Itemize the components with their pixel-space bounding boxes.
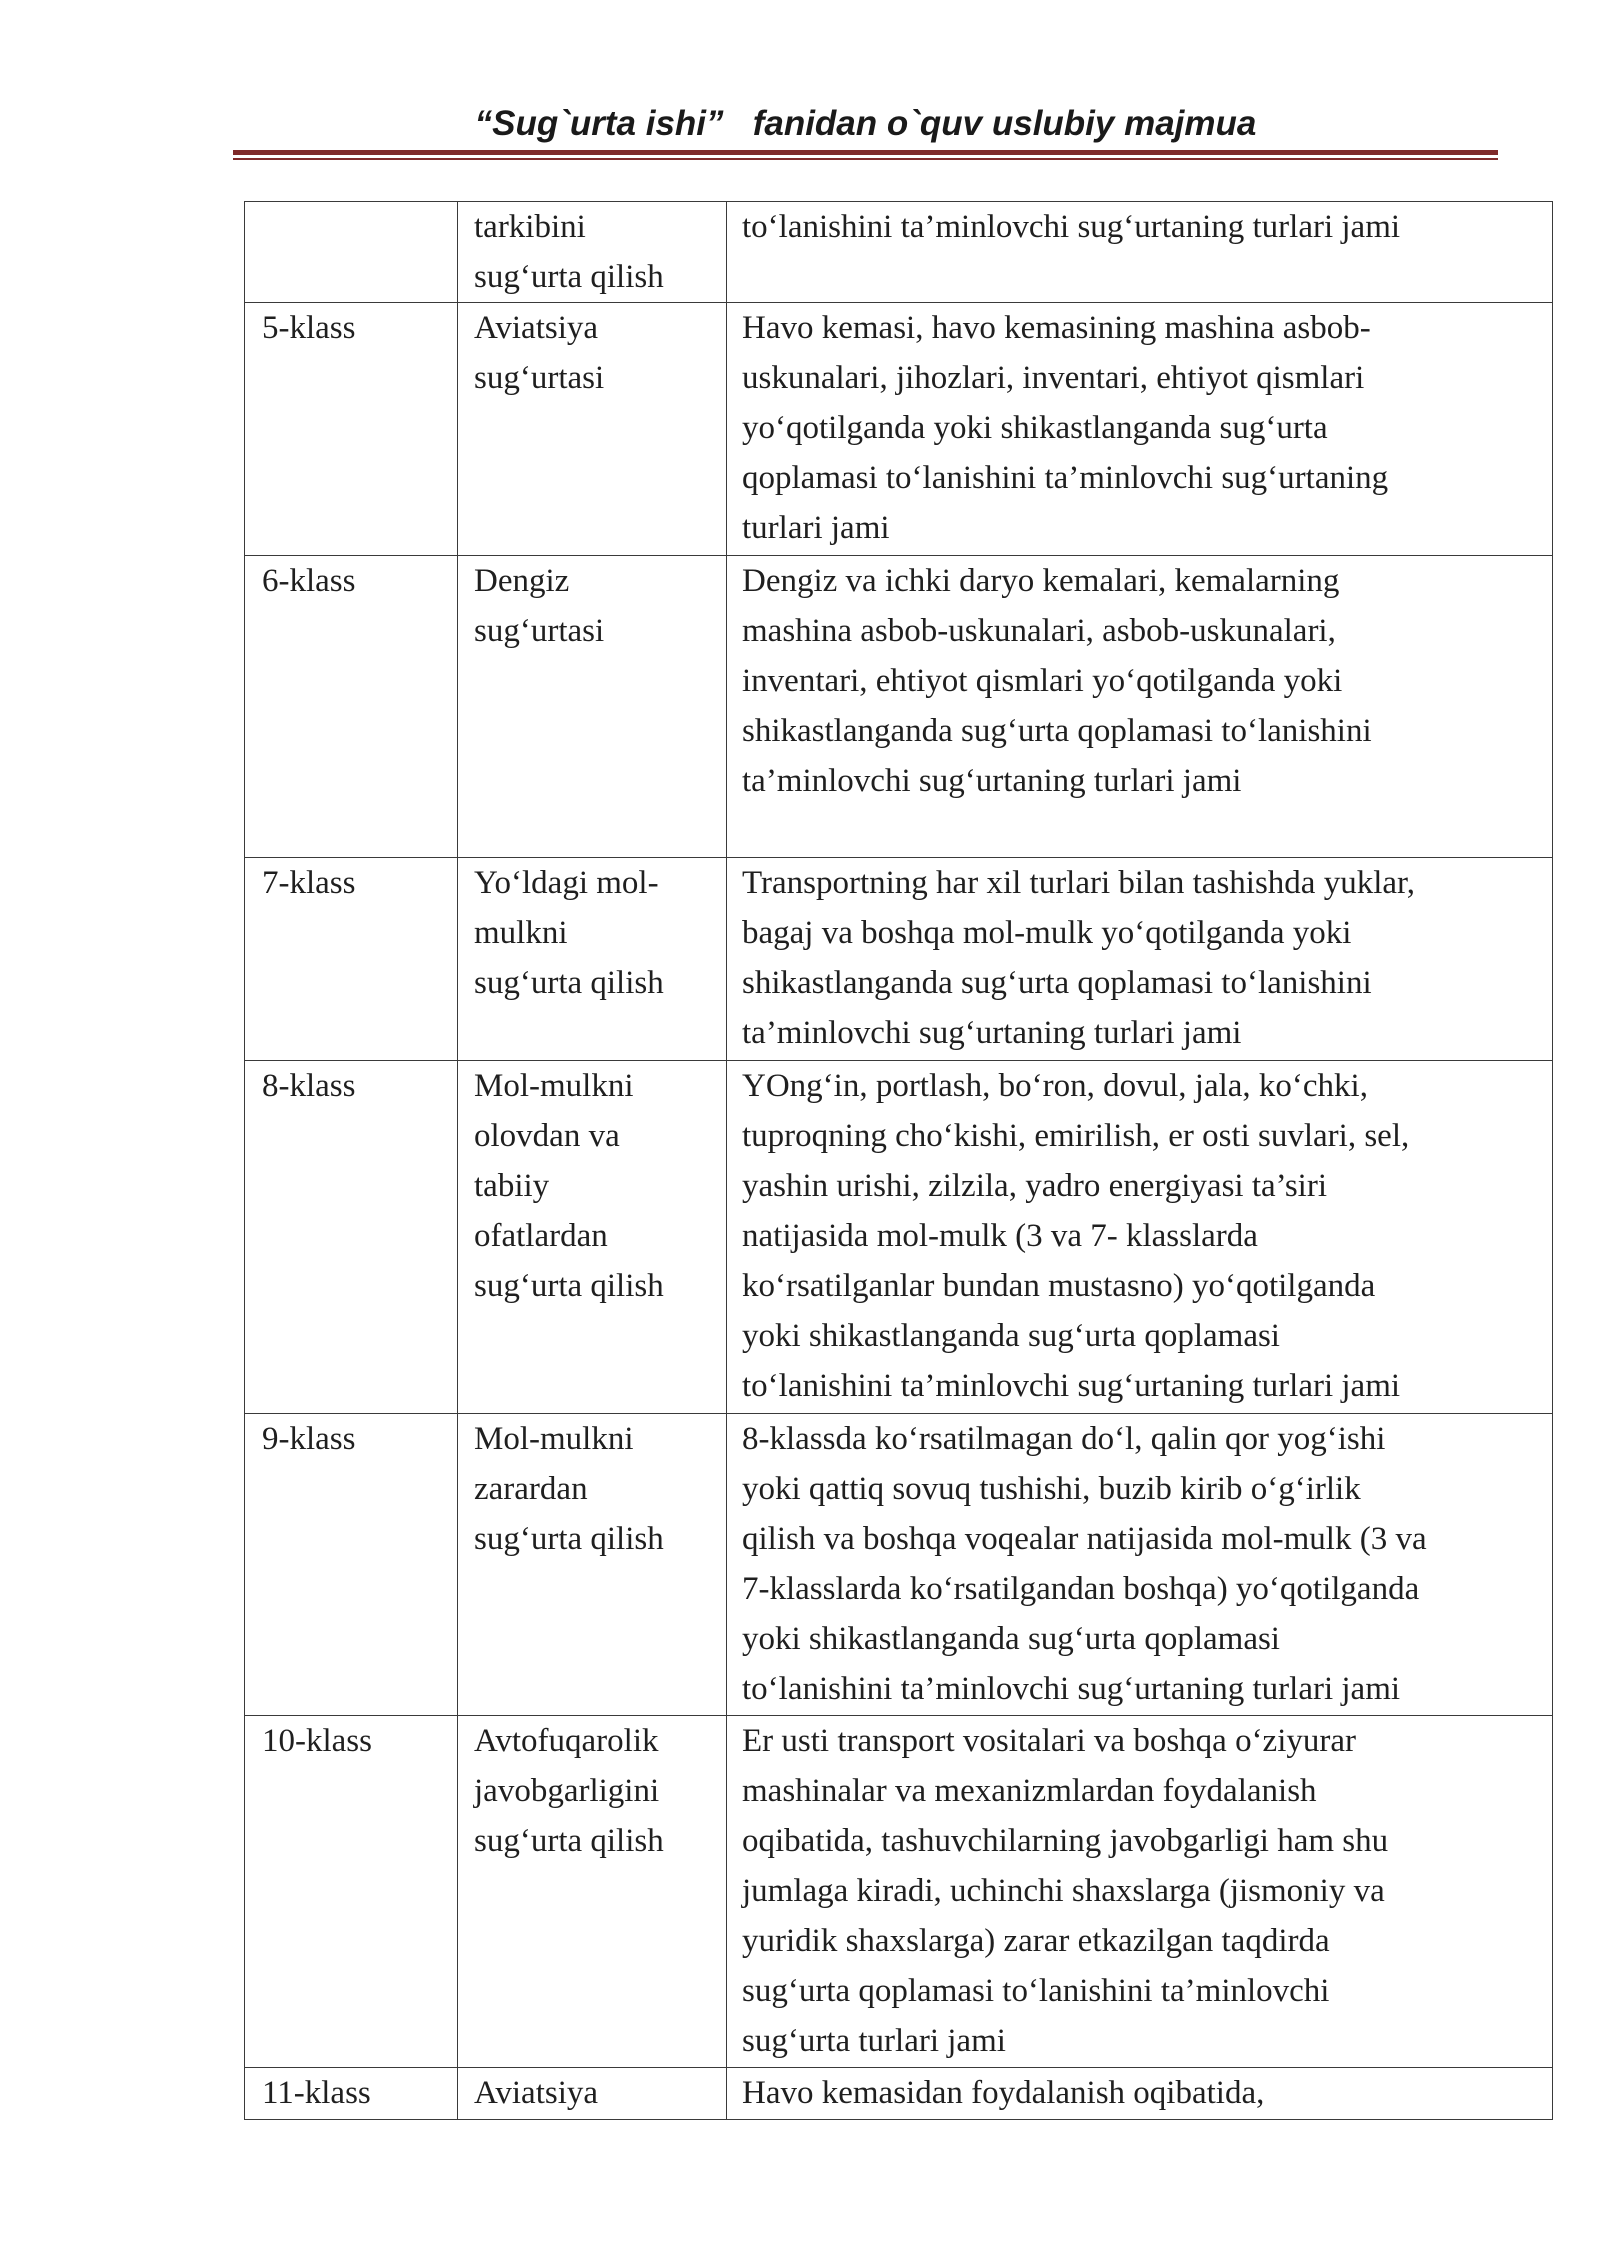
header-rule-thin [233,158,1498,160]
class-cell: 11-klass [245,2068,458,2120]
table-row [245,2068,1553,2120]
header-rule-thick [233,150,1498,155]
description-cell: YOng‘in, portlash, bo‘ron, dovul, jala, ko‘chki, tuproqning cho‘kishi, emirilish, er osti suvlari, sel, yashin urishi, zilzila, yadro energiyasi ta’siri natijasida mol-mulk (3 va 7- klasslarda ko‘rsatilganlar bundan mustasno) yo‘qotilganda yoki shikastlanganda sug‘urta qoplamasi to‘lanishini ta’minlovchi sug‘urtaning turlari jami [727,1061,1553,1414]
class-cell: 7-klass [245,858,458,1061]
class-cell: 10-klass [245,1716,458,2068]
description-cell: Havo kemasi, havo kemasining mashina asbob- uskunalari, jihozlari, inventari, ehtiyot qismlari yo‘qotilganda yoki shikastlanganda sug‘urta qoplamasi to‘lanishini ta’minlovchi sug‘urtaning turlari jami [727,303,1553,556]
type-cell: Dengiz sug‘urtasi [458,556,727,858]
class-cell: 8-klass [245,1061,458,1414]
description-cell: to‘lanishini ta’minlovchi sug‘urtaning turlari jami [727,202,1553,303]
table-row [245,1061,1553,1414]
class-cell: 9-klass [245,1414,458,1716]
description-cell: 8-klassda ko‘rsatilmagan do‘l, qalin qor yog‘ishi yoki qattiq sovuq tushishi, buzib kirib o‘g‘irlik qilish va boshqa voqealar natijasida mol-mulk (3 va 7-klasslarda ko‘rsatilgandan boshqa) yo‘qotilganda yoki shikastlanganda sug‘urta qoplamasi to‘lanishini ta’minlovchi sug‘urtaning turlari jami [727,1414,1553,1716]
type-cell: Aviatsiya sug‘urtasi [458,303,727,556]
class-cell [245,202,458,303]
type-cell: Mol-mulkni zarardan sug‘urta qilish [458,1414,727,1716]
table-row [245,858,1553,1061]
class-cell: 6-klass [245,556,458,858]
description-cell: Transportning har xil turlari bilan tashishda yuklar, bagaj va boshqa mol-mulk yo‘qotilganda yoki shikastlanganda sug‘urta qoplamasi to‘lanishini ta’minlovchi sug‘urtaning turlari jami [727,858,1553,1061]
type-cell: tarkibini sug‘urta qilish [458,202,727,303]
type-cell: Avtofuqarolik javobgarligini sug‘urta qilish [458,1716,727,2068]
table-row [245,202,1553,303]
description-cell: Havo kemasidan foydalanish oqibatida, [727,2068,1553,2120]
table-row [245,1414,1553,1716]
type-cell: Aviatsiya [458,2068,727,2120]
insurance-classes-table [244,201,1553,2120]
table-row [245,1716,1553,2068]
type-cell: Yo‘ldagi mol- mulkni sug‘urta qilish [458,858,727,1061]
class-cell: 5-klass [245,303,458,556]
description-cell: Er usti transport vositalari va boshqa o‘ziyurar mashinalar va mexanizmlardan foydalanish oqibatida, tashuvchilarning javobgarligi ham shu jumlaga kiradi, uchinchi shaxslarga (jismoniy va yuridik shaxslarga) zarar etkazilgan taqdirda sug‘urta qoplamasi to‘lanishini ta’minlovchi sug‘urta turlari jami [727,1716,1553,2068]
type-cell: Mol-mulkni olovdan va tabiiy ofatlardan sug‘urta qilish [458,1061,727,1414]
table-row [245,303,1553,556]
table-row [245,556,1553,858]
page-header-title: “Sug`urta ishi” fanidan o`quv uslubiy majmua [474,104,1257,143]
description-cell: Dengiz va ichki daryo kemalari, kemalarning mashina asbob-uskunalari, asbob-uskunalari, inventari, ehtiyot qismlari yo‘qotilganda yoki shikastlanganda sug‘urta qoplamasi to‘lanishini ta’minlovchi sug‘urtaning turlari jami [727,556,1553,858]
